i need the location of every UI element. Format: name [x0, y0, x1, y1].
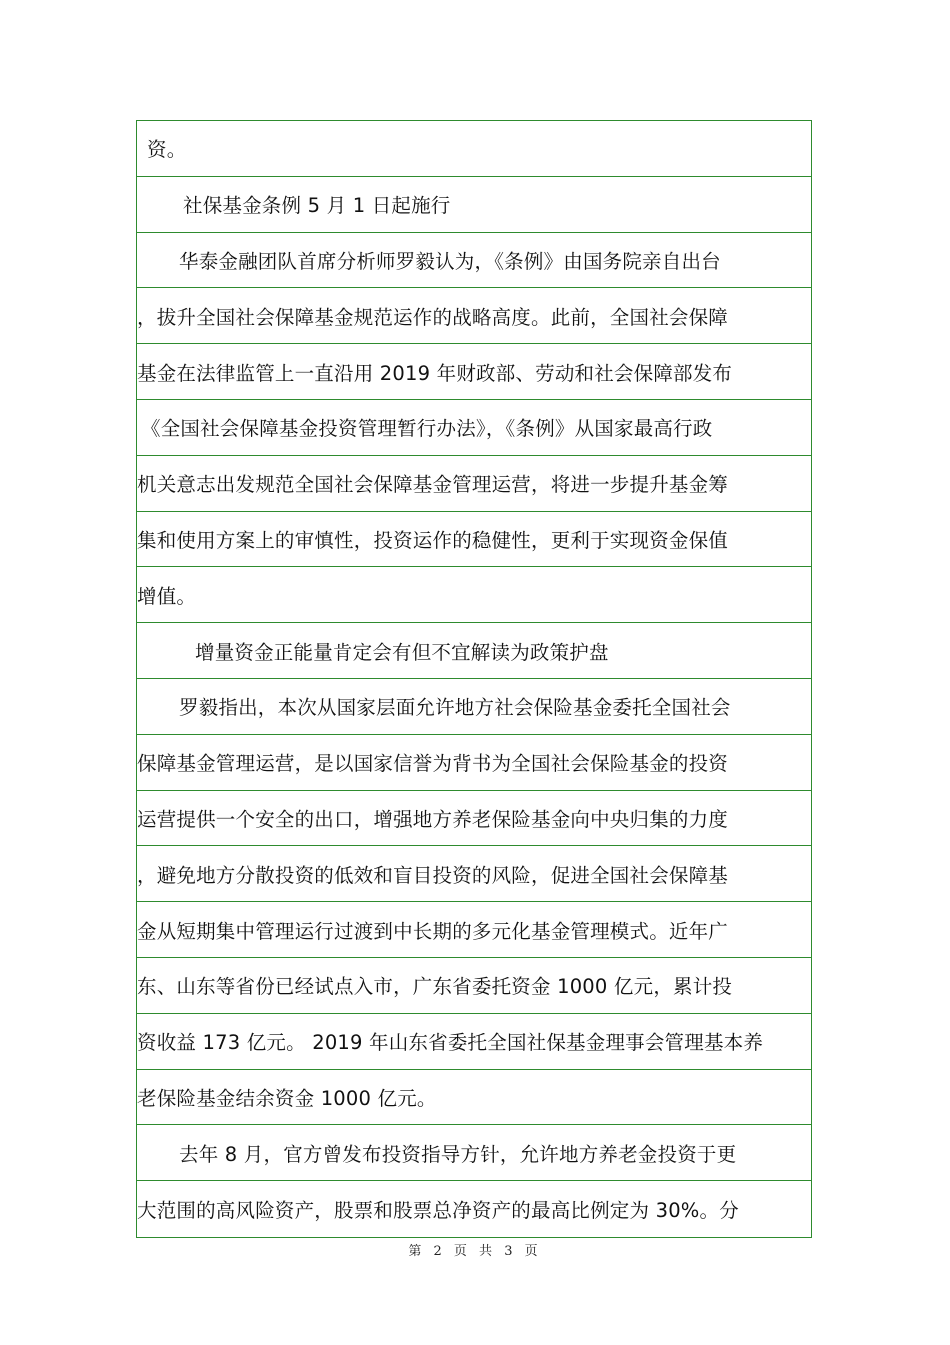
- line-text: 罗毅指出，本次从国家层面允许地方社会保险基金委托全国社会: [179, 696, 731, 720]
- line-text: 社保基金条例 5 月 1 日起施行: [183, 194, 451, 218]
- text-line: [137, 344, 811, 400]
- text-line: [137, 791, 811, 847]
- text-line: [137, 846, 811, 902]
- line-text: 基金在法律监管上一直沿用 2019 年财政部、劳动和社会保障部发布: [137, 361, 733, 385]
- line-text: 大范围的高风险资产，股票和股票总净资产的最高比例定为 30%。分: [137, 1199, 739, 1223]
- text-line: [137, 735, 811, 791]
- text-line: [137, 512, 811, 568]
- text-line: [137, 567, 811, 623]
- line-text: 《全国社会保障基金投资管理暂行办法》，《条例》从国家最高行政: [141, 417, 713, 441]
- line-text: 集和使用方案上的审慎性，投资运作的稳健性，更利于实现资金保值: [137, 528, 729, 552]
- line-text: ，拔升全国社会保障基金规范运作的战略高度。此前，全国社会保障: [137, 305, 729, 329]
- line-text: 运营提供一个安全的出口，增强地方养老保险基金向中央归集的力度: [137, 807, 729, 831]
- section-heading: [137, 623, 811, 679]
- text-line: [137, 1125, 811, 1181]
- line-text: 华泰金融团队首席分析师罗毅认为，《条例》由国务院亲自出台: [179, 249, 721, 273]
- text-line: [137, 902, 811, 958]
- line-text: 去年 8 月，官方曾发布投资指导方针，允许地方养老金投资于更: [179, 1142, 737, 1166]
- line-text: 老保险基金结余资金 1000 亿元。: [137, 1086, 437, 1110]
- text-line: [137, 233, 811, 289]
- line-text: 资。: [147, 138, 187, 162]
- line-text: ，避免地方分散投资的低效和盲目投资的风险，促进全国社会保障基: [137, 863, 729, 887]
- text-line: [137, 288, 811, 344]
- line-text: 金从短期集中管理运行过渡到中长期的多元化基金管理模式。近年广: [137, 919, 729, 943]
- line-text: 资收益 173 亿元。 2019 年山东省委托全国社保基金理事会管理基本养: [137, 1031, 764, 1055]
- text-line: [137, 121, 811, 177]
- line-text: 增值。: [137, 584, 197, 608]
- line-text: 东、山东等省份已经试点入市，广东省委托资金 1000 亿元，累计投: [137, 975, 733, 999]
- line-text: 保障基金管理运营，是以国家信誉为背书为全国社会保险基金的投资: [137, 752, 729, 776]
- text-line: [137, 1070, 811, 1126]
- line-text: 增量资金正能量肯定会有但不宜解读为政策护盘: [195, 640, 609, 664]
- page-number: 第 2 页 共 3 页: [408, 1244, 542, 1259]
- section-heading: [137, 177, 811, 233]
- line-text: 机关意志出发规范全国社会保障基金管理运营，将进一步提升基金筹: [137, 473, 729, 497]
- text-line: [137, 400, 811, 456]
- text-line: [137, 1181, 811, 1237]
- text-line: [137, 456, 811, 512]
- text-line: [137, 1014, 811, 1070]
- text-line: [137, 679, 811, 735]
- text-line: [137, 958, 811, 1014]
- document-table: [136, 120, 812, 1238]
